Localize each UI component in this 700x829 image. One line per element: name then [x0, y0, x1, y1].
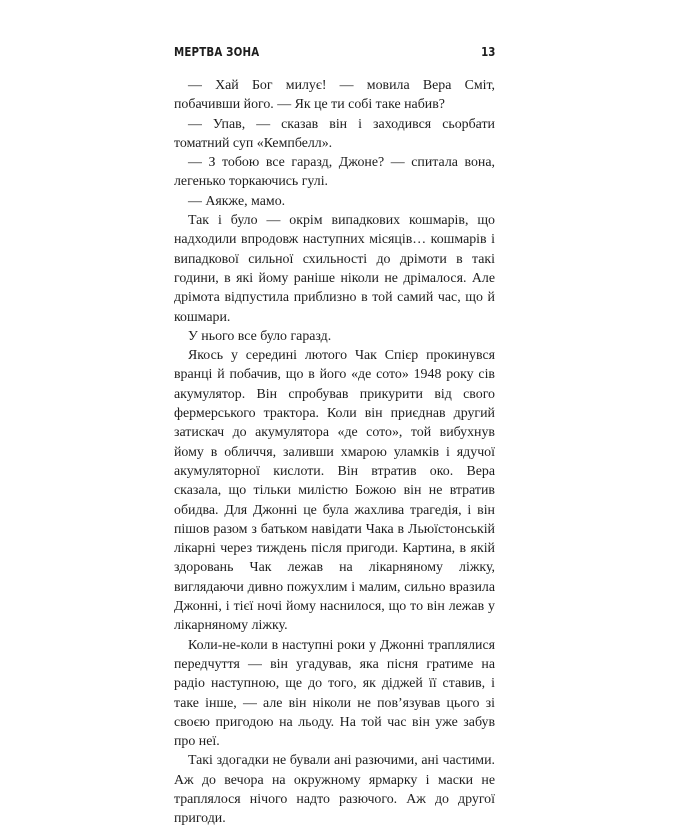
paragraph-1: — Хай Бог милує! — мовила Вера Сміт, побачивши його. — Як це ти собі таке набив? [174, 78, 495, 113]
paragraph-5: Так і було — окрім випадкових кошмарів, що надходили впродовж наступних місяців… кошмарів і випадкової сильної схильності до дрімоти в такі години, в які йому раніше ніколи не дрімалося. Але дрімота відпустила приблизно в той самий час, що й кошмари. [174, 213, 495, 325]
paragraph-2: — Упав, — сказав він і заходився сьорбати томатний суп «Кемпбелл». [174, 116, 495, 151]
page-number: 13 [480, 44, 495, 59]
paragraph-7: Якось у середині лютого Чак Спієр прокинувся вранці й побачив, що в його «де сото» 1948 року сів акумулятор. Він спробував прикурити від свого фермерського трактора. Коли він приєднав другий затискач до акумулятора «де сото», той вибухнув йому в обличчя, заливши хмарою уламків і ядучої акумуляторної кислоти. Він втратив око. Вера сказала, що тільки милістю Божою він не втратив обидва. Для Джонні це була жахлива трагедія, і він пішов разом з батьком навідати Чака в Льюїстонській лікарні через тиждень після пригоди. Картина, в якій здоровань Чак лежав на лікарняному ліжку, виглядаючи дивно пожухлим і малим, сильно вразила Джонні, і тієї ночі йому наснилося, що то він лежав у лікарняному ліжку. [174, 348, 495, 634]
running-header [174, 44, 495, 64]
running-title: МЕРТВА ЗОНА [174, 44, 260, 59]
paragraph-3: — З тобою все гаразд, Джоне? — спитала вона, легенько торкаючись гулі. [174, 155, 495, 190]
paragraph-9: Такі здогадки не бували ані разючими, ані частими. Аж до вечора на окружному ярмарку і маски не траплялося нічого надто разючого. Аж до другої пригоди. [174, 753, 495, 827]
paragraph-8: Коли-не-коли в наступні роки у Джонні траплялися передчуття — він угадував, яка пісня гратиме на радіо наступною, ще до того, як діджей її ставив, і таке інше, — але він ніколи не пов’язував цього зі своєю пригодою на льоду. На той час він уже забув про неї. [174, 637, 495, 750]
paragraph-4: — Аякже, мамо. [188, 193, 286, 209]
body-text [174, 76, 495, 829]
paragraph-6: У нього все було гаразд. [188, 328, 332, 344]
